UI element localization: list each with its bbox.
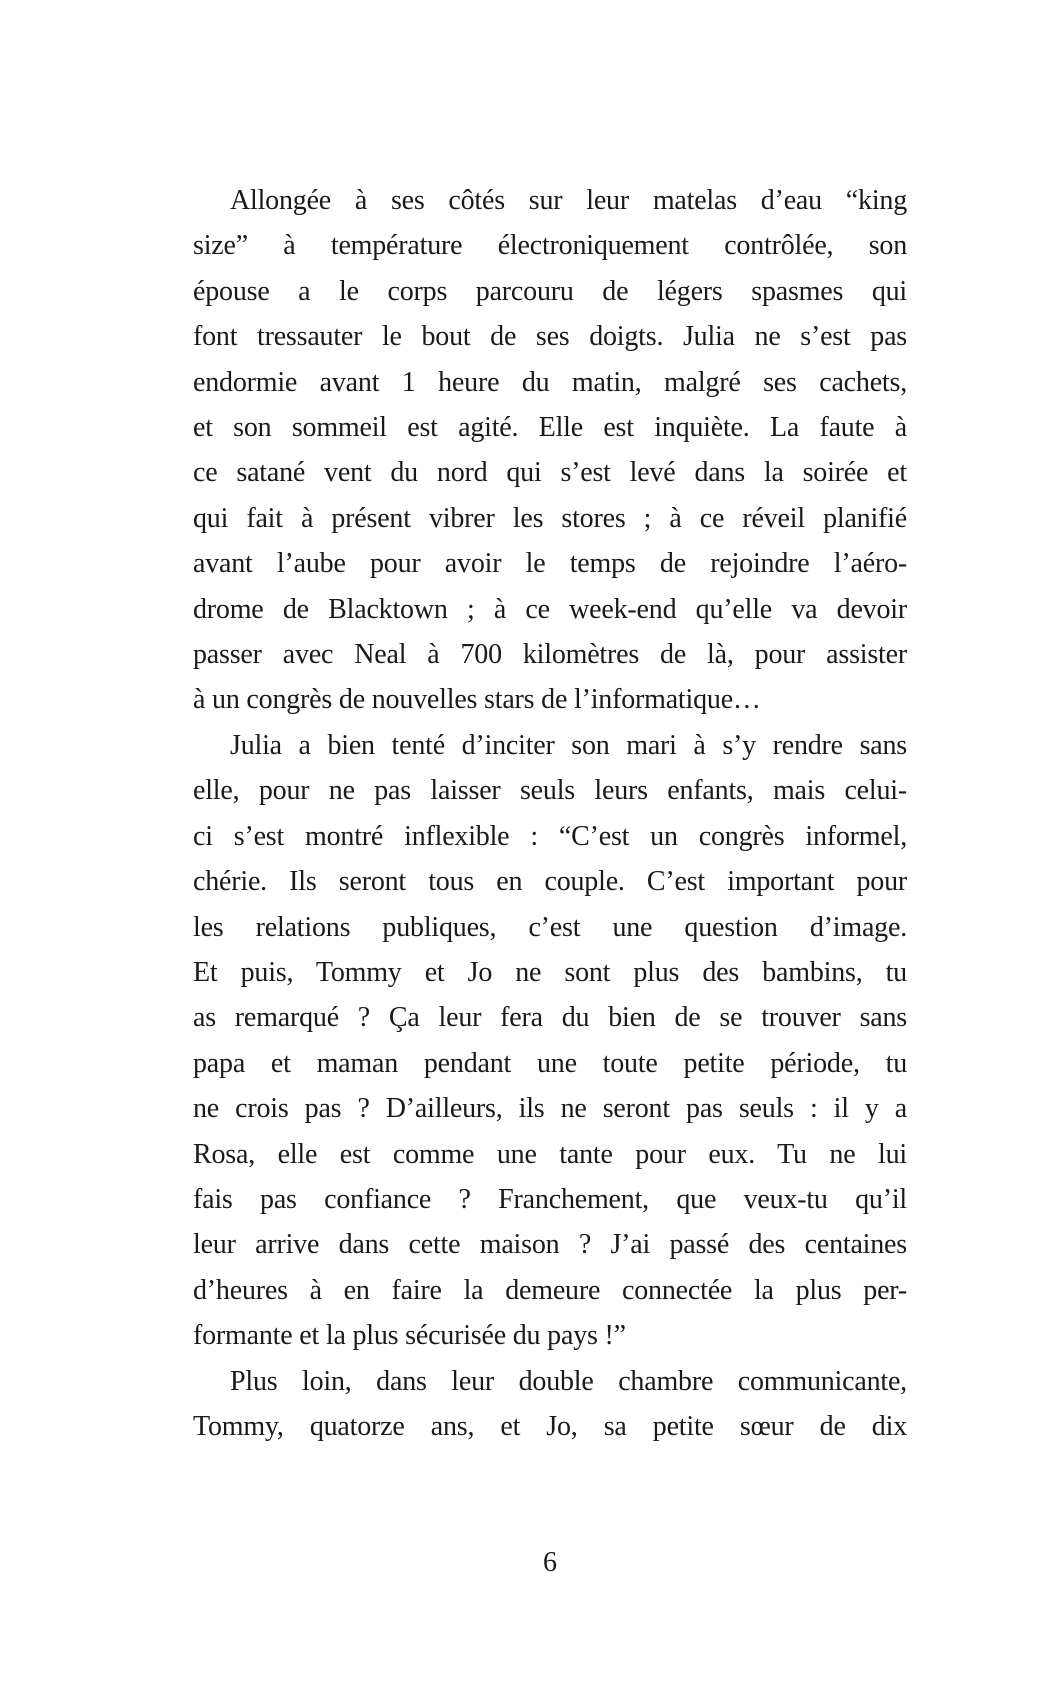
page-number: 6 [543,1547,557,1578]
text-line: les relations publiques, c’est une question d’image. [193,911,907,943]
paragraph [193,178,907,723]
text-line: size” à température électroniquement contrôlée, son [193,230,907,262]
text-line: avant l’aube pour avoir le temps de rejoindre l’aéro- [193,548,907,580]
text-line: Et puis, Tommy et Jo ne sont plus des bambins, tu [193,956,907,988]
text-line: elle, pour ne pas laisser seuls leurs enfants, mais celui- [193,775,907,807]
text-line: papa et maman pendant une toute petite période, tu [193,1047,907,1079]
text-line: qui fait à présent vibrer les stores ; à ce réveil planifié [193,502,907,534]
text-line: ce satané vent du nord qui s’est levé dans la soirée et [193,457,907,489]
text-line: Rosa, elle est comme une tante pour eux. Tu ne lui [193,1138,907,1170]
paragraph [193,1359,907,1450]
text-line: d’heures à en faire la demeure connectée la plus per- [193,1274,907,1306]
text-line: à un congrès de nouvelles stars de l’informatique… [193,684,761,716]
text-line: Tommy, quatorze ans, et Jo, sa petite sœur de dix [193,1410,907,1442]
text-line: épouse a le corps parcouru de légers spasmes qui [193,275,907,307]
text-line: chérie. Ils seront tous en couple. C’est important pour [193,866,907,898]
text-line: ci s’est montré inflexible : “C’est un congrès informel, [193,820,907,852]
text-line: fais pas confiance ? Franchement, que veux-tu qu’il [193,1183,907,1215]
text-line: drome de Blacktown ; à ce week-end qu’elle va devoir [193,593,907,625]
text-line: passer avec Neal à 700 kilomètres de là, pour assister [193,639,907,671]
text-line: font tressauter le bout de ses doigts. Julia ne s’est pas [193,321,907,353]
text-line: Allongée à ses côtés sur leur matelas d’eau “king [230,185,907,216]
text-line: leur arrive dans cette maison ? J’ai passé des centaines [193,1229,907,1261]
text-line: as remarqué ? Ça leur fera du bien de se trouver sans [193,1002,907,1034]
text-line: et son sommeil est agité. Elle est inquiète. La faute à [193,412,907,444]
text-line: Plus loin, dans leur double chambre communicante, [230,1365,907,1397]
text-block [193,178,907,1449]
text-line: ne crois pas ? D’ailleurs, ils ne seront pas seuls : il y a [193,1093,907,1125]
paragraph [193,723,907,1359]
text-line: formante et la plus sécurisée du pays !” [193,1320,626,1352]
text-line: Julia a bien tenté d’inciter son mari à s’y rendre sans [230,729,907,761]
text-line: endormie avant 1 heure du matin, malgré ses cachets, [193,366,907,398]
